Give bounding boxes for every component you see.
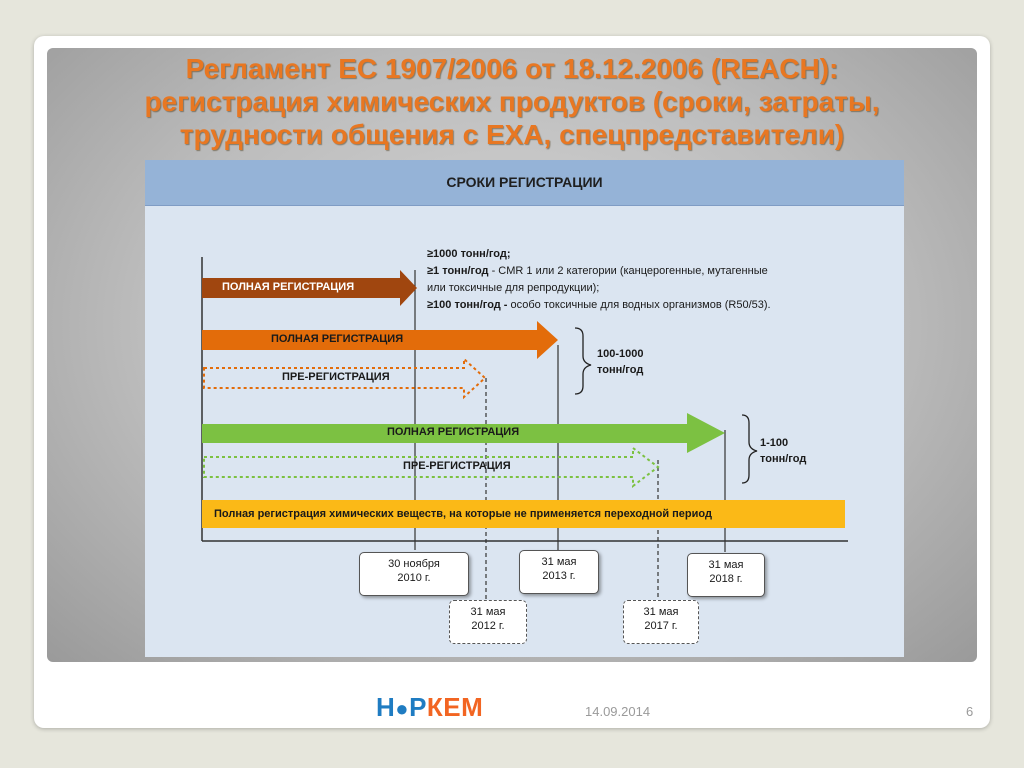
deadline-2013-day: 31 мая [541, 556, 577, 568]
tonnage-label-100-1000 [597, 346, 644, 378]
note-line-2-rest: - CMR 1 или 2 категории (канцерогенные, мутагенные [488, 265, 768, 277]
slide-page-number: 6 [966, 704, 974, 719]
deadline-box-2018 [687, 553, 765, 597]
title-line-3: трудности общения с ЕХА, спецпредставители) [179, 119, 845, 150]
deadline-2010-year: 2010 г. [397, 572, 431, 584]
tonnage-label-1-100-line1: 1-100 [760, 437, 789, 449]
norkem-logo [376, 692, 483, 723]
no-transition-period-bar: Полная регистрация химических веществ, на которые не применяется переходной период [202, 500, 845, 528]
brace-1-100 [742, 415, 757, 483]
note-line-3: или токсичные для репродукции); [427, 282, 600, 294]
arrow-label-5: ПРЕ-РЕГИСТРАЦИЯ [403, 460, 511, 472]
logo-part-2: Р [409, 692, 427, 722]
note-line-4-bold: ≥100 тонн/год - [427, 299, 508, 311]
deadline-box-2010 [359, 552, 469, 596]
arrow-label-2: ПОЛНАЯ РЕГИСТРАЦИЯ [271, 333, 404, 345]
slide-date: 14.09.2014 [585, 704, 651, 719]
deadline-2010-day: 30 ноября [388, 558, 440, 570]
pre-deadline-2012-day: 31 мая [470, 606, 506, 618]
pre-deadline-2012-year: 2012 г. [471, 620, 505, 632]
pre-deadline-2017-year: 2017 г. [644, 620, 678, 632]
registration-timeline-diagram [145, 160, 904, 657]
pre-deadline-2017-day: 31 мая [643, 606, 679, 618]
note-line-1: ≥1000 тонн/год; [427, 248, 511, 260]
diagram-header: СРОКИ РЕГИСТРАЦИИ [145, 160, 904, 206]
logo-part-3: КЕМ [426, 692, 484, 722]
pre-deadline-box-2012 [449, 600, 527, 644]
arrow-label-4: ПОЛНАЯ РЕГИСТРАЦИЯ [387, 426, 520, 438]
note-line-2-bold: ≥1 тонн/год [427, 265, 489, 277]
deadline-2018-day: 31 мая [708, 559, 744, 571]
tonnage-label-100-1000-line1: 100-1000 [597, 348, 644, 360]
pre-deadline-box-2017 [623, 600, 699, 644]
tonnage-label-100-1000-line2: тонн/год [597, 364, 644, 376]
logo-ring-icon: ● [395, 696, 410, 721]
tonnage-criteria-note [427, 246, 771, 314]
deadline-2018-year: 2018 г. [709, 573, 743, 585]
note-line-4-rest: особо токсичные для водных организмов (R50/53). [507, 299, 771, 311]
logo-part-1: Н [376, 692, 396, 722]
title-line-1: Регламент ЕС 1907/2006 от 18.12.2006 (REACH): [185, 53, 839, 84]
deadline-box-2013 [519, 550, 599, 594]
title-line-2: регистрация химических продуктов (сроки, затраты, [144, 86, 880, 117]
deadline-2013-year: 2013 г. [542, 570, 576, 582]
arrow-label-3: ПРЕ-РЕГИСТРАЦИЯ [282, 371, 390, 383]
arrow-label-1: ПОЛНАЯ РЕГИСТРАЦИЯ [222, 281, 355, 293]
slide-title [56, 52, 968, 151]
tonnage-label-1-100 [760, 435, 806, 467]
tonnage-label-1-100-line2: тонн/год [760, 453, 807, 465]
brace-100-1000 [575, 328, 591, 394]
